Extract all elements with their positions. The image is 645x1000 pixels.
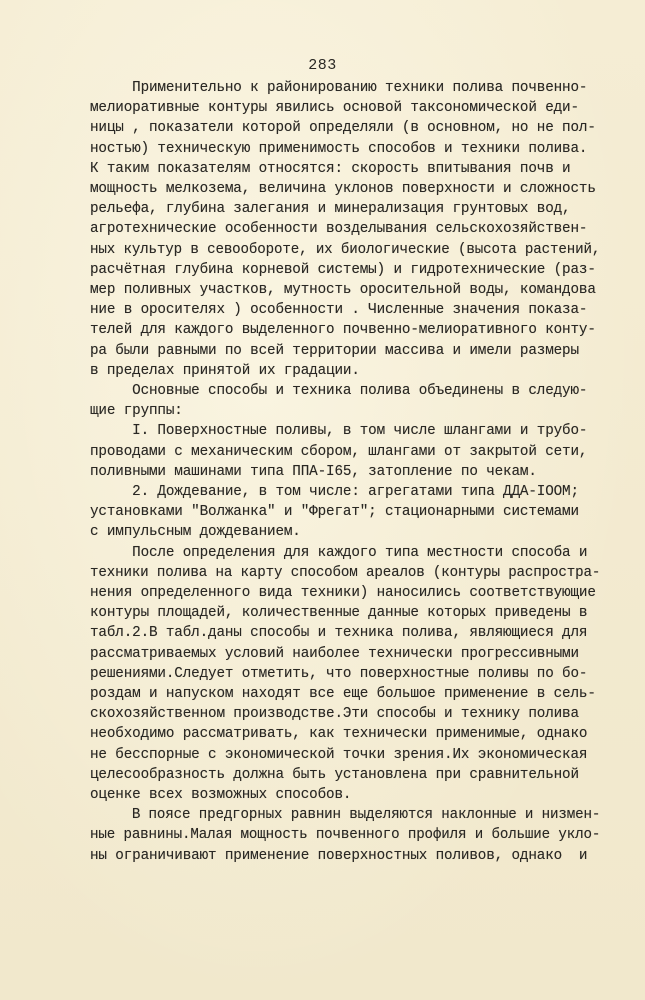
text-line: не бесспорные с экономической точки зрения.Их экономическая xyxy=(90,746,588,763)
text-line: К таким показателям относятся: скорость впитывания почв и xyxy=(90,160,571,177)
text-line: Основные способы и техника полива объединены в следую- xyxy=(90,383,588,399)
text-line: установками "Волжанка" и "Фрегат"; стационарными системами xyxy=(90,504,579,521)
text-line: нения определенного вида техники) наносились соответствующие xyxy=(90,585,596,601)
text-line: ра были равными по всей территории массива и имели размеры xyxy=(90,342,579,359)
text-line: табл.2.В табл.даны способы и техника полива, являющиеся для xyxy=(90,625,588,642)
text-line: 2. Дождевание, в том числе: агрегатами типа ДДА-IOOM; xyxy=(90,484,579,500)
text-line: скохозяйственном производстве.Эти способы и технику полива xyxy=(90,706,579,723)
text-line: мер поливных участков, мутность оросительной воды, командова xyxy=(90,282,596,298)
text-line: оценке всех возможных способов. xyxy=(90,787,352,803)
text-line: ностью) техническую применимость способов и техники полива. xyxy=(90,140,588,157)
text-line: рассматриваемых условий наиболее технически прогрессивными xyxy=(90,645,579,662)
text-line: рельефа, глубина залегания и минерализация грунтовых вод, xyxy=(90,201,571,218)
text-line: ние в оросителях ) особенности . Численные значения показа- xyxy=(90,302,588,319)
text-line: ных культур в севообороте, их биологические (высота растений, xyxy=(90,241,601,258)
text-line: I. Поверхностные поливы, в том числе шлангами и трубо- xyxy=(90,423,588,440)
text-line: мелиоративные контуры явились основой таксономической еди- xyxy=(90,100,579,117)
text-line: роздам и напуском находят все еще большое применение в сель- xyxy=(90,686,596,702)
text-line: ницы , показатели которой определяли (в основном, но не пол- xyxy=(90,120,596,137)
text-line: ные равнины.Малая мощность почвенного профиля и большие укло- xyxy=(90,827,601,844)
text-line: телей для каждого выделенного почвенно-мелиоративного конту- xyxy=(90,322,596,339)
text-line: В поясе предгорных равнин выделяются наклонные и низмен- xyxy=(90,807,601,824)
text-line: агротехнические особенности возделывания сельскохозяйствен- xyxy=(90,221,588,238)
text-line: с импульсным дождеванием. xyxy=(90,524,301,541)
text-line: поливными машинами типа ППА-I65, затопление по чекам. xyxy=(90,463,537,480)
text-line: решениями.Следует отметить, что поверхностные поливы по бо- xyxy=(90,665,588,682)
text-line: Применительно к районированию техники полива почвенно- xyxy=(90,80,588,96)
text-line: техники полива на карту способом ареалов (контуры распростра- xyxy=(90,564,601,581)
text-line: мощность мелкозема, величина уклонов поверхности и сложность xyxy=(90,181,596,197)
text-line: расчётная глубина корневой системы) и гидротехнические (раз- xyxy=(90,261,596,278)
text-line: щие группы: xyxy=(90,403,183,420)
text-line: проводами с механическим сбором, шлангами от закрытой сети, xyxy=(90,443,588,460)
text-line: в пределах принятой их градации. xyxy=(90,362,360,379)
page-number: 283 xyxy=(308,57,337,74)
text-line: После определения для каждого типа местности способа и xyxy=(90,544,588,561)
text-line: контуры площадей, количественные данные которых приведены в xyxy=(90,605,588,622)
text-line: необходимо рассматривать, как технически применимые, однако xyxy=(90,726,588,743)
text-line: целесообразность должна быть установлена при сравнительной xyxy=(90,766,579,783)
text-line: ны ограничивают применение поверхностных поливов, однако и xyxy=(90,847,588,864)
